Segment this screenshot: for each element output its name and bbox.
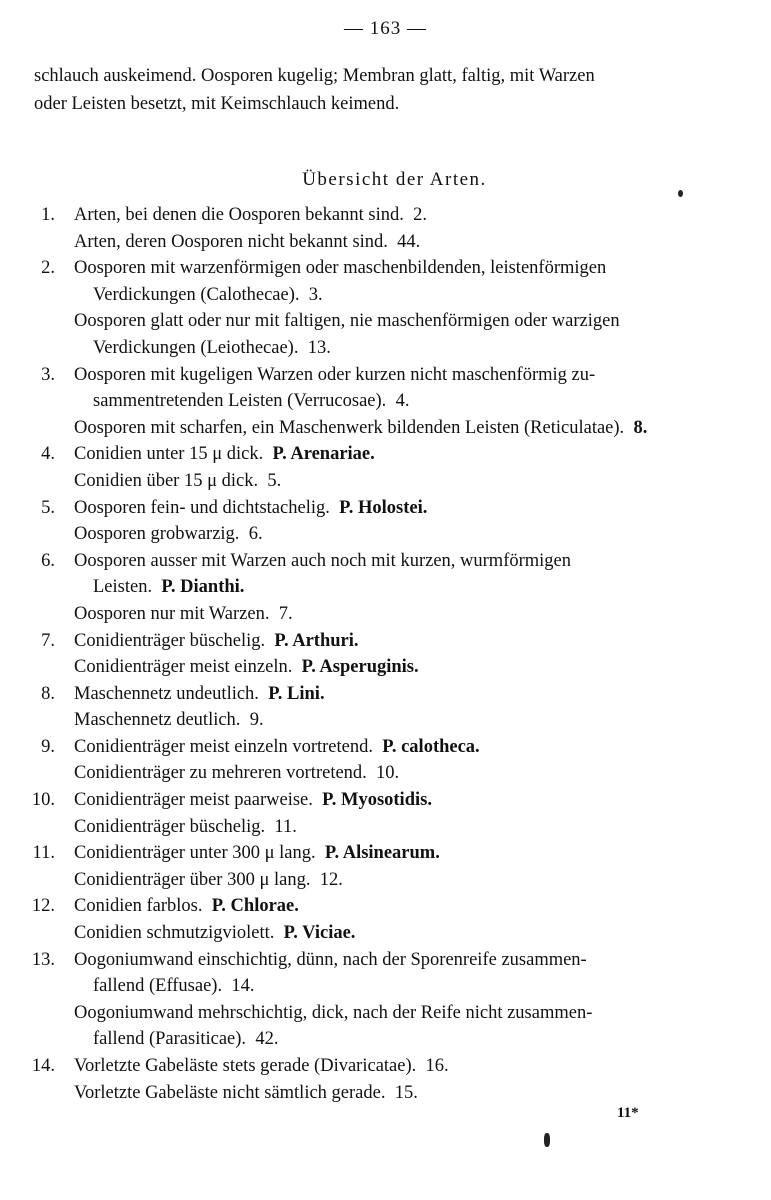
entry-lead-b: Conidien über 15 μ dick. <box>74 470 259 491</box>
key-entry-10 <box>0 787 771 840</box>
key-entry-8 <box>0 681 771 734</box>
entry-lead-a-line1: Oosporen mit kugeligen Warzen oder kurzen nicht maschenförmig zu- <box>74 364 596 385</box>
entry-number: 11. <box>32 843 55 864</box>
entry-lead-a: Vorletzte Gabeläste stets gerade (Divaricatae). <box>74 1056 417 1076</box>
entry-ref-a: 16. <box>425 1056 449 1076</box>
entry-ref-b: 10. <box>376 763 400 784</box>
entry-lead-a-line2: sammentretenden Leisten (Verrucosae). <box>93 391 387 412</box>
key-entry-6 <box>0 548 771 628</box>
entry-lead-b: Maschennetz deutlich. <box>74 710 241 731</box>
entry-number: 1. <box>41 205 55 225</box>
entry-lead-b: Conidienträger über 300 μ lang. <box>74 869 311 890</box>
key-entry-11 <box>0 840 771 893</box>
species-name: P. Arthuri. <box>274 630 359 651</box>
entry-lead-a: Conidienträger meist einzeln vortretend. <box>74 736 373 757</box>
entry-lead-a-line1: Oogoniumwand einschichtig, dünn, nach der Sporenreife zusammen- <box>74 949 587 970</box>
entry-number: 2. <box>41 258 55 279</box>
entry-lead-b: Vorletzte Gabeläste nicht sämtlich gerade. <box>74 1082 386 1103</box>
key-entry-7 <box>0 628 771 681</box>
entry-ref-b: 7. <box>278 603 293 624</box>
entry-ref-b: 5. <box>267 470 282 491</box>
entry-number: 8. <box>41 683 55 704</box>
intro-paragraph <box>34 62 734 118</box>
entry-number: 10. <box>31 790 55 811</box>
species-name: P. Myosotidis. <box>322 790 432 811</box>
entry-lead-b: Conidienträger büschelig. <box>74 816 266 837</box>
species-name: P. calotheca. <box>382 736 480 757</box>
entry-lead-b-line1: Oogoniumwand mehrschichtig, dick, nach der Reife nicht zusammen- <box>74 1002 593 1023</box>
key-entry-2 <box>0 255 771 361</box>
entry-lead-a-line1: Oosporen mit warzenförmigen oder maschenbildenden, leistenförmigen <box>74 258 607 279</box>
entry-lead-b-line2: Verdickungen (Leiothecae). <box>93 337 299 358</box>
key-entry-14 <box>0 1053 771 1106</box>
entry-number: 5. <box>41 497 55 518</box>
entry-ref-b: 8. <box>633 417 648 438</box>
key-entry-3 <box>0 362 771 442</box>
entry-ref-b: 9. <box>249 710 264 731</box>
entry-lead-a: Conidienträger büschelig. <box>74 630 266 651</box>
ink-speck <box>678 190 683 197</box>
key-entry-4 <box>0 441 771 494</box>
entry-lead-a: Conidien farblos. <box>74 896 203 917</box>
entry-lead-a: Oosporen fein- und dichtstachelig. <box>74 497 330 518</box>
entry-lead-b: Oosporen grobwarzig. <box>74 524 240 545</box>
key-entry-9 <box>0 734 771 787</box>
section-heading: Übersicht der Arten. <box>302 169 487 190</box>
entry-lead-a-line2: Leisten. <box>93 577 153 598</box>
intro-line-2: oder Leisten besetzt, mit Keimschlauch keimend. <box>34 94 400 114</box>
entry-number: 9. <box>41 736 55 757</box>
species-name: P. Asperuginis. <box>301 657 419 678</box>
entry-number: 3. <box>41 364 55 385</box>
entry-lead-a: Conidienträger unter 300 μ lang. <box>74 843 316 864</box>
key-entry-1 <box>0 202 771 255</box>
key-entry-12 <box>0 893 771 946</box>
entry-number: 7. <box>41 630 55 651</box>
entry-lead-a-line1: Oosporen ausser mit Warzen auch noch mit kurzen, wurmförmigen <box>74 550 572 571</box>
species-key <box>0 202 771 1106</box>
entry-lead-b: Conidien schmutzigviolett. <box>74 923 275 944</box>
key-entry-5 <box>0 495 771 548</box>
entry-lead-a: Conidienträger meist paarweise. <box>74 790 313 811</box>
entry-ref-a: 4. <box>395 391 410 412</box>
entry-ref-a: 2. <box>413 205 427 225</box>
entry-lead-a-line2: fallend (Effusae). <box>93 976 223 997</box>
entry-ref-b: 42. <box>255 1029 279 1050</box>
entry-lead-b: Arten, deren Oosporen nicht bekannt sind. <box>74 231 388 252</box>
entry-ref-b: 44. <box>397 231 421 252</box>
entry-lead-b: Conidienträger zu mehreren vortretend. <box>74 763 367 784</box>
entry-number: 14. <box>31 1056 55 1076</box>
intro-line-1: schlauch auskeimend. Oosporen kugelig; Membran glatt, faltig, mit Warzen <box>34 66 595 86</box>
signature-mark: 11* <box>617 1105 639 1121</box>
entry-number: 4. <box>41 444 55 465</box>
entry-lead-a: Arten, bei denen die Oosporen bekannt sind. <box>74 205 404 225</box>
entry-lead-b-line1: Oosporen glatt oder nur mit faltigen, nie maschenförmigen oder warzigen <box>74 311 620 332</box>
entry-number: 13. <box>31 949 55 970</box>
species-name: P. Holostei. <box>339 497 428 518</box>
key-entry-13 <box>0 947 771 1053</box>
entry-ref-b: 15. <box>394 1082 418 1103</box>
entry-ref-a: 3. <box>308 284 323 305</box>
entry-lead-b: Oosporen mit scharfen, ein Maschenwerk bildenden Leisten (Reticulatae). <box>74 417 625 438</box>
species-name: P. Dianthi. <box>161 577 245 598</box>
species-name: P. Viciae. <box>283 923 356 944</box>
entry-ref-b: 12. <box>319 869 343 890</box>
entry-lead-b-line2: fallend (Parasiticae). <box>93 1029 247 1050</box>
species-name: P. Lini. <box>268 683 325 704</box>
ink-speck <box>544 1133 550 1147</box>
entry-lead-b: Oosporen nur mit Warzen. <box>74 603 270 624</box>
entry-lead-a-line2: Verdickungen (Calothecae). <box>93 284 300 305</box>
species-name: P. Arenariae. <box>272 444 375 465</box>
entry-ref-b: 11. <box>274 816 297 837</box>
entry-lead-a: Maschennetz undeutlich. <box>74 683 259 704</box>
species-name: P. Chlorae. <box>211 896 299 917</box>
entry-ref-b: 13. <box>307 337 331 358</box>
entry-number: 12. <box>31 896 55 917</box>
entry-ref-b: 6. <box>248 524 263 545</box>
entry-ref-a: 14. <box>231 976 255 997</box>
species-name: P. Alsinearum. <box>324 843 440 864</box>
page-number: — 163 — <box>344 18 427 39</box>
entry-lead-b: Conidienträger meist einzeln. <box>74 657 293 678</box>
entry-lead-a: Conidien unter 15 μ dick. <box>74 444 264 465</box>
entry-number: 6. <box>41 550 55 571</box>
